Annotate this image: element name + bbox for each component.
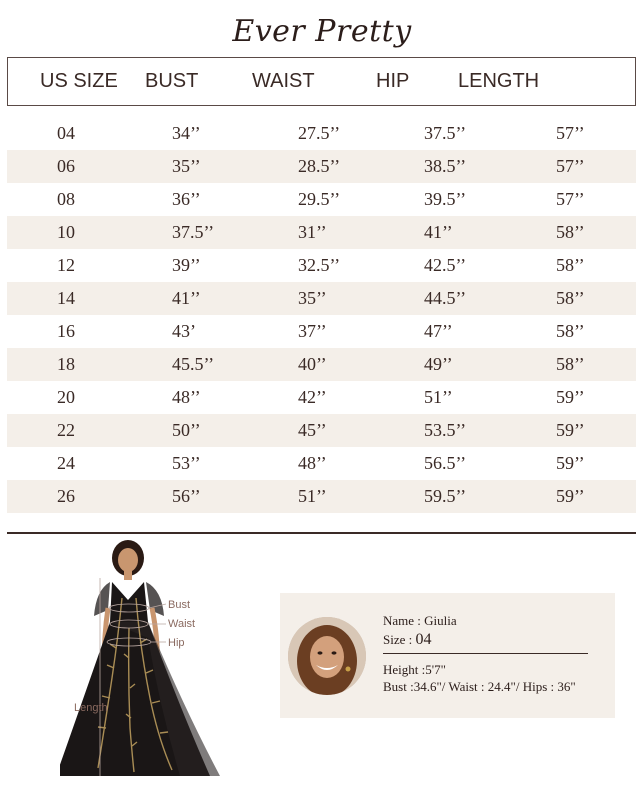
figure-label-hip: Hip [168, 637, 185, 649]
cell-hip: 39.5’’ [424, 189, 467, 209]
model-info-rule [383, 653, 588, 654]
cell-length: 59’’ [556, 486, 585, 506]
cell-hip: 42.5’’ [424, 255, 467, 275]
header-length: LENGTH [458, 70, 540, 92]
cell-bust: 35’’ [172, 156, 201, 176]
cell-length: 58’’ [556, 321, 585, 341]
cell-hip: 53.5’’ [424, 420, 467, 440]
cell-length: 58’’ [556, 222, 585, 242]
model-avatar [288, 617, 366, 695]
cell-us-size: 12 [57, 255, 75, 275]
cell-length: 57’’ [556, 189, 585, 209]
model-size: 04 [415, 631, 432, 648]
cell-length: 58’’ [556, 255, 585, 275]
cell-length: 58’’ [556, 288, 585, 308]
cell-waist: 28.5’’ [298, 156, 341, 176]
cell-length: 59’’ [556, 387, 585, 407]
header-us-size: US SIZE [40, 70, 118, 92]
table-row [7, 216, 636, 249]
cell-waist: 31’’ [298, 222, 327, 242]
cell-hip: 47’’ [424, 321, 453, 341]
cell-us-size: 18 [57, 354, 75, 374]
table-row [7, 348, 636, 381]
cell-us-size: 24 [57, 453, 75, 473]
cell-hip: 44.5’’ [424, 288, 467, 308]
header-hip: HIP [376, 70, 410, 92]
table-row [7, 249, 636, 282]
cell-waist: 48’’ [298, 453, 327, 473]
model-info-card [280, 593, 615, 718]
cell-us-size: 06 [57, 156, 75, 176]
table-row [7, 480, 636, 513]
cell-hip: 38.5’’ [424, 156, 467, 176]
size-chart-header [7, 57, 636, 106]
cell-waist: 29.5’’ [298, 189, 341, 209]
model-height-line [383, 662, 446, 678]
table-row [7, 381, 636, 414]
figure-label-waist: Waist [168, 618, 196, 630]
cell-bust: 41’’ [172, 288, 201, 308]
cell-hip: 56.5’’ [424, 453, 467, 473]
cell-waist: 32.5’’ [298, 255, 341, 275]
model-avatar-image [288, 617, 366, 695]
cell-waist: 35’’ [298, 288, 327, 308]
model-measurements: Bust :34.6"/ Waist : 24.4"/ Hips : 36" [383, 679, 576, 694]
cell-hip: 49’’ [424, 354, 453, 374]
table-row [7, 447, 636, 480]
model-size-label: Size : [383, 632, 413, 647]
model-height-label: Height : [383, 662, 426, 677]
header-bust: BUST [145, 70, 199, 92]
model-height: 5'7" [425, 662, 446, 677]
cell-us-size: 22 [57, 420, 75, 440]
cell-bust: 34’’ [172, 123, 201, 143]
cell-bust: 45.5’’ [172, 354, 215, 374]
cell-bust: 39’’ [172, 255, 201, 275]
model-size-line [383, 631, 432, 649]
model-name: Giulia [424, 613, 457, 628]
cell-length: 58’’ [556, 354, 585, 374]
cell-length: 57’’ [556, 123, 585, 143]
cell-us-size: 10 [57, 222, 75, 242]
figure-label-bust: Bust [168, 599, 191, 611]
table-row [7, 414, 636, 447]
cell-us-size: 04 [57, 123, 75, 143]
cell-waist: 45’’ [298, 420, 327, 440]
cell-hip: 59.5’’ [424, 486, 467, 506]
cell-us-size: 08 [57, 189, 75, 209]
table-row [7, 183, 636, 216]
cell-bust: 48’’ [172, 387, 201, 407]
cell-us-size: 14 [57, 288, 75, 308]
size-chart-table [7, 117, 636, 513]
cell-waist: 37’’ [298, 321, 327, 341]
table-row [7, 150, 636, 183]
cell-us-size: 16 [57, 321, 75, 341]
cell-bust: 50’’ [172, 420, 201, 440]
dress-figure-illustration [60, 538, 230, 794]
cell-bust: 36’’ [172, 189, 201, 209]
cell-bust: 56’’ [172, 486, 201, 506]
brand-logo: Ever Pretty [232, 14, 412, 49]
cell-hip: 51’’ [424, 387, 453, 407]
table-row [7, 282, 636, 315]
cell-waist: 27.5’’ [298, 123, 341, 143]
cell-length: 59’’ [556, 420, 585, 440]
cell-us-size: 26 [57, 486, 75, 506]
dress-figure [60, 538, 230, 794]
cell-length: 59’’ [556, 453, 585, 473]
model-name-line [383, 613, 457, 629]
table-row [7, 315, 636, 348]
cell-us-size: 20 [57, 387, 75, 407]
model-name-label: Name : [383, 613, 421, 628]
figure-label-length: Length [74, 702, 108, 714]
section-divider [7, 532, 636, 534]
cell-waist: 51’’ [298, 486, 327, 506]
cell-bust: 53’’ [172, 453, 201, 473]
cell-hip: 37.5’’ [424, 123, 467, 143]
header-waist: WAIST [252, 70, 315, 92]
cell-waist: 40’’ [298, 354, 327, 374]
cell-bust: 43’ [172, 321, 196, 341]
table-row [7, 117, 636, 150]
cell-bust: 37.5’’ [172, 222, 215, 242]
cell-waist: 42’’ [298, 387, 327, 407]
cell-length: 57’’ [556, 156, 585, 176]
cell-hip: 41’’ [424, 222, 453, 242]
